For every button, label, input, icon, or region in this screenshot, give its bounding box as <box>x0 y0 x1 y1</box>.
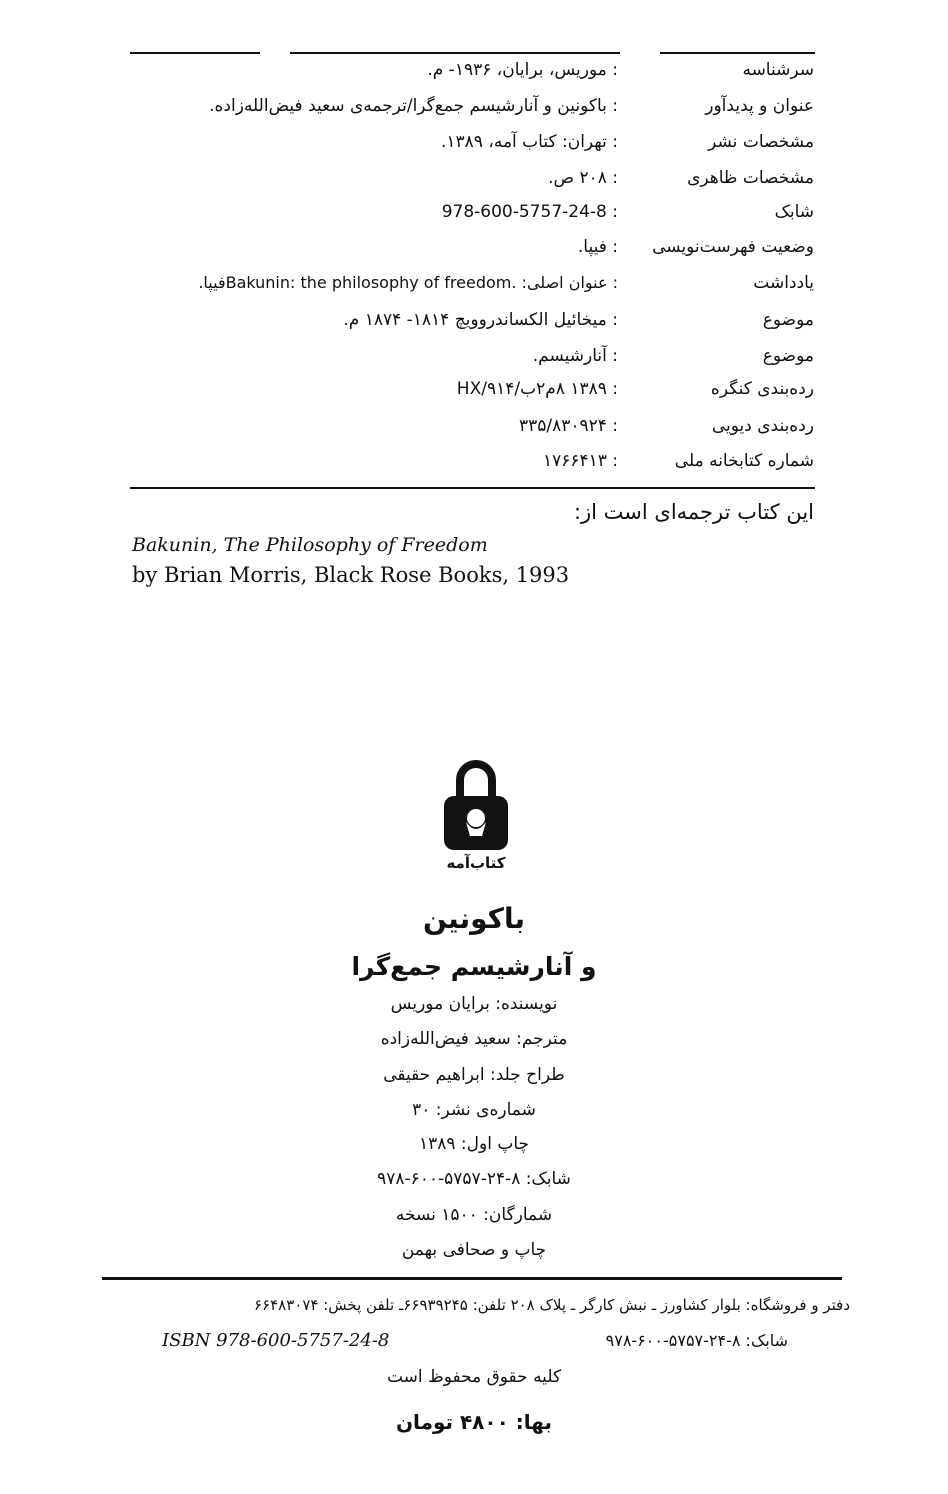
cip-label: وضعیت فهرست‌نویسی <box>652 237 814 257</box>
top-rule-left <box>130 52 260 54</box>
top-rule-right <box>660 52 815 54</box>
cip-label: شابک <box>774 202 814 222</box>
footer-rule <box>102 1277 842 1280</box>
credit-print-run: شمارگان: ۱۵۰۰ نسخه <box>395 1205 553 1225</box>
cip-label: عنوان و پدیدآور <box>705 96 814 116</box>
cip-label: موضوع <box>762 310 814 330</box>
translation-note: این کتاب ترجمه‌ای است از: <box>573 500 814 524</box>
credit-author: نویسنده: برایان موریس <box>390 994 558 1014</box>
credit-translator: مترجم: سعید فیض‌الله‌زاده <box>380 1029 568 1049</box>
cip-label: شماره کتابخانه ملی <box>674 451 814 471</box>
publisher-logo-text: کتاب‌آمه <box>446 854 506 872</box>
cip-label: رده‌بندی دیویی <box>711 416 814 436</box>
credit-cover-designer: طراح جلد: ابراهیم حقیقی <box>383 1065 565 1085</box>
cip-value-isbn: : 978-600-5757-24-8 <box>441 202 618 222</box>
cip-label: سرشناسه <box>742 60 814 80</box>
cip-label: یادداشت <box>753 273 814 293</box>
cip-bottom-rule <box>130 487 815 489</box>
cip-label: رده‌بندی کنگره <box>710 379 814 399</box>
credit-first-edition: چاپ اول: ۱۳۸۹ <box>418 1134 530 1154</box>
cip-value: : آنارشیسم. <box>532 346 618 366</box>
cip-label: موضوع <box>762 346 814 366</box>
footer-isbn-fa: شابک: ۸-۲۴-۵۷۵۷-۶۰۰-۹۷۸ <box>605 1331 788 1350</box>
cip-value-note: : عنوان اصلی: .Bakunin: the philosophy of freedomفیپا. <box>198 273 618 292</box>
footer-isbn-en: ISBN 978-600-5757-24-8 <box>162 1330 390 1351</box>
cip-value: : ۲۰۸ ص. <box>548 168 618 188</box>
cip-value: : میخائیل الکساندروویچ ۱۸۱۴- ۱۸۷۴ م. <box>343 310 618 330</box>
credit-publication-number: شماره‌ی نشر: ۳۰ <box>412 1100 536 1120</box>
price-value: ۴۸۰۰ تومان <box>395 1410 509 1434</box>
publisher-logo <box>436 758 516 878</box>
cip-label: مشخصات ظاهری <box>687 168 814 188</box>
book-title: باکونین <box>422 902 525 935</box>
credit-isbn: شابک: ۸-۲۴-۵۷۵۷-۶۰۰-۹۷۸ <box>377 1169 571 1189</box>
footer-address: دفتر و فروشگاه: بلوار کشاورز ـ نبش کارگر ـ پلاک ۲۰۸ تلفن: ۶۶۹۳۹۲۴۵ـ تلفن پخش: ۶۶۴۸۳۰۷۴ <box>254 1296 850 1314</box>
original-author-line: by Brian Morris, Black Rose Books, 1993 <box>132 563 570 587</box>
credit-printer: چاپ و صحافی بهمن <box>401 1240 547 1260</box>
cip-value: : باکونین و آنارشیسم جمع‌گرا/ترجمه‌ی سعید فیض‌الله‌زاده. <box>209 96 618 116</box>
book-subtitle: و آنارشیسم جمع‌گرا <box>351 952 597 981</box>
footer-rights: کلیه حقوق محفوظ است <box>386 1367 562 1387</box>
cip-value: : ۳۳۵/۸۳۰۹۲۴ <box>518 416 618 436</box>
cip-value: : ۱۳۸۹ ۸م۲ب/۹۱۴/HX <box>456 379 618 399</box>
cip-value: : فیپا. <box>577 237 618 257</box>
cip-value: : تهران: کتاب آمه، ۱۳۸۹. <box>441 132 618 152</box>
price-label: بها: <box>515 1410 552 1434</box>
cip-label: مشخصات نشر <box>708 132 814 152</box>
padlock-logo-icon <box>436 758 516 854</box>
cip-value: : موریس، برایان، ۱۹۳۶- م. <box>427 60 618 80</box>
top-rule-middle <box>290 52 620 54</box>
footer-price <box>0 1410 948 1434</box>
original-title: Bakunin, The Philosophy of Freedom <box>132 534 488 556</box>
cip-value: : ۱۷۶۶۴۱۳ <box>542 451 618 471</box>
